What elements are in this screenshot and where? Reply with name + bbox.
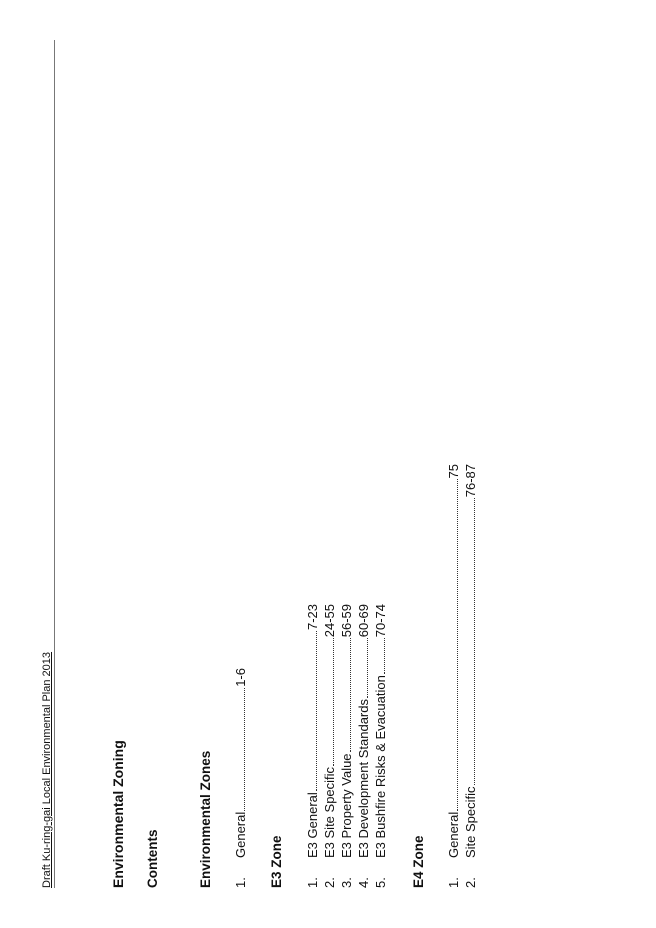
toc-entry-pages: 60-69 bbox=[356, 604, 371, 638]
toc-entry-pages: 75 bbox=[446, 464, 461, 479]
toc-entry-pages: 76-87 bbox=[463, 464, 478, 498]
toc-entry-number: 2. bbox=[463, 877, 478, 888]
toc-entry-title: E3 Bushfire Risks & Evacuation bbox=[373, 675, 388, 858]
toc-entry[interactable] bbox=[340, 604, 354, 888]
dot-leader bbox=[367, 638, 368, 698]
dot-leader bbox=[384, 638, 385, 674]
dot-leader bbox=[244, 688, 245, 811]
toc-entry-title: E3 General bbox=[305, 792, 320, 858]
toc-entry[interactable] bbox=[464, 464, 478, 888]
toc-entry-title: E3 Site Specific bbox=[322, 766, 337, 858]
section-heading-environmental-zones: Environmental Zones bbox=[198, 750, 213, 888]
dot-leader bbox=[350, 638, 351, 752]
section-heading-e4-zone: E4 Zone bbox=[411, 835, 426, 888]
toc-entry-number: 4. bbox=[356, 877, 371, 888]
toc-entry-title: E3 Property Value bbox=[339, 753, 354, 858]
toc-entry-number: 1. bbox=[305, 877, 320, 888]
dot-leader bbox=[316, 631, 317, 791]
toc-entry-pages: 7-23 bbox=[305, 604, 320, 631]
toc-entry-title: General bbox=[233, 811, 248, 858]
toc-entry-title: Site Specific bbox=[463, 786, 478, 858]
toc-entry[interactable] bbox=[357, 604, 371, 888]
toc-entry-title: E3 Development Standards bbox=[356, 699, 371, 858]
toc-entry-number: 3. bbox=[339, 877, 354, 888]
dot-leader bbox=[457, 479, 458, 810]
dot-leader bbox=[474, 498, 475, 785]
toc-entry[interactable] bbox=[323, 604, 337, 888]
toc-entry-pages: 56-59 bbox=[339, 604, 354, 638]
toc-entry-pages: 1-6 bbox=[233, 668, 248, 687]
toc-entry[interactable] bbox=[447, 464, 461, 888]
contents-heading: Contents bbox=[145, 829, 160, 888]
document-header bbox=[40, 40, 55, 888]
toc-entry[interactable] bbox=[374, 604, 388, 888]
toc-entry-number: 1. bbox=[446, 877, 461, 888]
toc-entry-title: General bbox=[446, 811, 461, 858]
toc-entry-number: 1. bbox=[233, 877, 248, 888]
toc-entry-pages: 70-74 bbox=[373, 604, 388, 638]
toc-entry-number: 5. bbox=[373, 877, 388, 888]
dot-leader bbox=[333, 638, 334, 766]
toc-entry[interactable] bbox=[234, 668, 248, 888]
header-text: Draft Ku-ring-gai Local Environmental Plan 2013 bbox=[41, 651, 53, 888]
toc-entry-number: 2. bbox=[322, 877, 337, 888]
toc-entry-pages: 24-55 bbox=[322, 604, 337, 638]
toc-entry[interactable] bbox=[306, 604, 320, 888]
section-heading-e3-zone: E3 Zone bbox=[269, 835, 284, 888]
document-title: Environmental Zoning bbox=[110, 740, 126, 888]
